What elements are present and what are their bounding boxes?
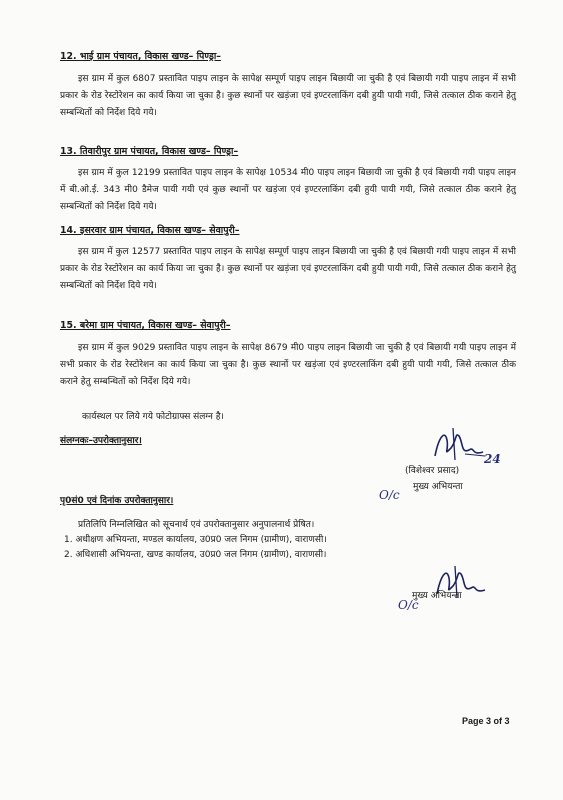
signatory-title: मुख्य अभियन्ता: [413, 482, 463, 492]
copy-list-item-1: 1. अधीक्षण अभियन्ता, मण्डल कार्यालय, उ0प्र0 जल निगम (ग्रामीण), वाराणसी।: [64, 535, 327, 545]
section-15-heading: 15. बरेमा ग्राम पंचायत, विकास खण्ड– सेवापुरी–: [60, 320, 231, 331]
handwritten-ok-2: O/c: [398, 598, 419, 612]
section-14-body: इस ग्राम में कुल 12577 प्रस्तावित पाइप लाइन के सापेक्ष सम्पूर्ण पाइप लाइन बिछायी जा चुकी है एवं बिछायी गयी पाइप लाइन में सभी प्रकार के रोड रेस्टोरेशन का कार्य किया जा चुका है। कुछ स्थानों पर खड़ंजा एवं इण्टरलाकिंग दबी हुयी पायी गयी, जिसे तत्काल ठीक कराने हेतु सम्बन्धितों को निर्देश दिये गये।: [60, 247, 516, 291]
signatory-name: (विशेश्वर प्रसाद): [405, 466, 460, 476]
section-12-body: इस ग्राम में कुल 6807 प्रस्तावित पाइप लाइन के सापेक्ष सम्पूर्ण पाइप लाइन बिछायी जा चुकी है एवं बिछायी गयी पाइप लाइन में सभी प्रकार के रोड रेस्टोरेशन का कार्य किया जा चुका है। कुछ स्थानों पर खड़ंजा एवं इण्टरलाकिंग दबी हुयी पायी गयी, जिसे तत्काल ठीक कराने हेतु सम्बन्धितों को निर्देश दिये गये।: [60, 74, 516, 118]
enclosure-line: संलग्नकः–उपरोक्तानुसार।: [60, 436, 142, 446]
signatory-title-2: मुख्य अभियन्ता: [412, 591, 462, 601]
copy-list-item-2: 2. अधिशासी अभियन्ता, खण्ड कार्यालय, उ0प्र0 जल निगम (ग्रामीण), वाराणसी।: [64, 550, 327, 560]
section-13-body: इस ग्राम में कुल 12199 प्रस्तावित पाइप लाइन के सापेक्ष 10534 मी0 पाइप लाइन बिछायी जा चुकी है एवं बिछायी गयी पाइप लाइन में बी.ओ.ई. 343 मी0 डैमेज पायी गयी एवं कुछ स्थानों पर खड़ंजा एवं इण्टरलाकिंग दबी हुयी पायी गयी, जिसे तत्काल ठीक कराने हेतु सम्बन्धितों को निर्देश दिये गये।: [60, 168, 516, 212]
section-12-heading: 12. भाई ग्राम पंचायत, विकास खण्ड– पिण्ड्रा–: [60, 51, 221, 62]
photo-note: कार्यस्थल पर लिये गये फोटोग्राफ्स संलग्न है।: [82, 412, 224, 422]
handwritten-ok-1: O/c: [379, 488, 400, 502]
section-13-heading: 13. तिवारीपुर ग्राम पंचायत, विकास खण्ड– पिण्ड्रा–: [60, 146, 239, 157]
section-15-body: इस ग्राम में कुल 9029 प्रस्तावित पाइप लाइन के सापेक्ष 8679 मी0 पाइप लाइन बिछायी जा चुकी है एवं बिछायी गयी पाइप लाइन में सभी प्रकार के रोड रेस्टोरेशन का कार्य किया जा चुका है। कुछ स्थानों पर खड़ंजा एवं इण्टरलाकिंग दबी हुयी पायी गयी, जिसे तत्काल ठीक कराने हेतु सम्बन्धितों को निर्देश दिये गये।: [60, 343, 516, 387]
reference-line: पृ0सं0 एवं दिनांक उपरोक्तानुसार।: [60, 496, 174, 506]
page-number: Page 3 of 3: [462, 716, 510, 726]
handwritten-date: 24: [484, 452, 501, 466]
copy-intro: प्रतिलिपि निम्नलिखित को सूचनार्थ एवं उपरोक्तानुसार अनुपालनार्थ प्रेषित।: [78, 520, 315, 530]
section-14-heading: 14. इसरवार ग्राम पंचायत, विकास खण्ड– सेवापुरी–: [60, 225, 240, 236]
